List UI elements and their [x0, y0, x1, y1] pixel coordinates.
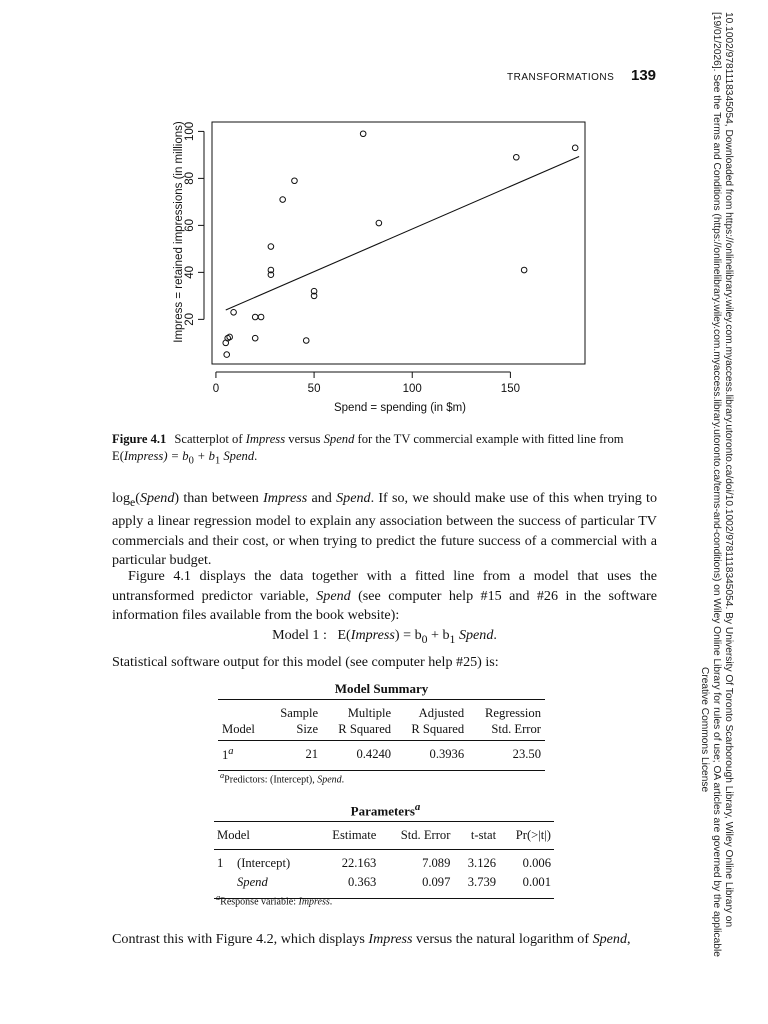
parameters-table	[214, 821, 554, 899]
x-tick-label: 150	[500, 383, 520, 395]
page-number: 139	[631, 67, 657, 84]
download-notice	[698, 12, 734, 1012]
parameters-header-row: Model Estimate Std. Error t-stat Pr(>|t|)	[214, 822, 554, 850]
model-summary-footnote: $^a$Predictors: (Intercept), Spend.	[220, 771, 345, 786]
y-tick-label: 100	[184, 121, 196, 141]
paragraph-contrast: Contrast this with Figure 4.2, which displays Impress versus the natural logarithm of Spend,	[112, 931, 631, 947]
data-point	[252, 314, 258, 320]
scatterplot-chart	[160, 112, 600, 422]
data-point	[268, 244, 274, 250]
model-summary-header-row: Model Sample Size Multiple R Squared Adjusted R Squared Regression Std. Error	[218, 700, 545, 741]
data-point	[252, 335, 258, 341]
download-notice-line: 10.1002/9781118345054, Downloaded from https://onlinelibrary.wiley.com.myaccess.library.utoronto.ca/doi/10.1002/9781118345054. By University Of Toronto Scarborough Library, Wiley Online Library on	[723, 12, 734, 928]
x-tick-label: 50	[307, 383, 321, 395]
data-point	[227, 334, 233, 340]
paragraph-software-output: Statistical software output for this model (see computer help #25) is:	[112, 654, 499, 670]
table-row: 1$^a$ 21 0.4240 0.3936 23.50	[222, 746, 541, 763]
y-tick-label: 40	[184, 265, 196, 279]
y-axis-label: Impress = retained impressions (in millions)	[173, 121, 185, 343]
model-summary-title: Model Summary	[334, 681, 429, 696]
download-notice-line: Creative Commons License	[699, 667, 710, 793]
figure-caption: Figure 4.1 Scatterplot of Impress versus Spend for the TV commercial example with fitted line from E(Impress) = $b_0 + b_1$ Spend.	[112, 432, 624, 467]
running-head: TRANSFORMATIONS	[507, 72, 615, 83]
data-point	[303, 338, 309, 344]
parameters-title: Parameters$^a$	[350, 801, 421, 819]
table-row: Spend 0.363 0.097 3.739 0.001	[237, 875, 551, 889]
data-point	[360, 131, 366, 137]
paragraph-log-spend: $\log_e(Spend)$ than between Impress and Spend. If so, we should make use of this when trying to apply a linear regression model to explain any association between the success of particular TV commercials and their cost, or when trying to predict the future success of a commercial with a particular budget.	[112, 490, 658, 569]
x-tick-label: 100	[402, 383, 422, 395]
data-point	[231, 310, 237, 316]
data-point	[258, 314, 264, 320]
data-point	[572, 145, 578, 151]
model-summary-table	[218, 699, 545, 771]
model-equation: Model 1 : E(Impress) = $b_0 + b_1$ Spend.	[272, 627, 497, 646]
data-point	[376, 220, 382, 226]
x-tick-label: 0	[212, 383, 220, 395]
data-point	[224, 352, 230, 358]
data-point	[521, 267, 527, 273]
y-tick-label: 80	[184, 171, 196, 185]
fitted-line	[226, 156, 579, 310]
paragraph-figure-description: Figure 4.1 displays the data together with a fitted line from a model that uses the untransformed predictor variable, Spend (see computer help #15 and #26 in the software information files available from the book website):	[112, 568, 657, 623]
parameters-footnote: $^a$Response variable: Impress.	[216, 893, 333, 908]
x-axis-label: Spend = spending (in $m)	[333, 402, 467, 414]
data-point	[292, 178, 298, 184]
data-point	[513, 154, 519, 160]
y-tick-label: 20	[184, 312, 196, 326]
plot-frame	[212, 122, 585, 364]
data-point	[280, 197, 286, 203]
data-point	[223, 340, 229, 346]
download-notice-line: [19/01/2026]. See the Terms and Conditions (https://onlinelibrary.wiley.com.myaccess.library.utoronto.ca/terms-and-conditions) on Wiley Online Library for rules of use; OA articles are governed by the applicable	[711, 12, 722, 957]
table-row: 1 (Intercept) 22.163 7.089 3.126 0.006	[217, 856, 551, 870]
y-tick-label: 60	[184, 218, 196, 232]
figure-label: Figure 4.1	[112, 432, 167, 446]
